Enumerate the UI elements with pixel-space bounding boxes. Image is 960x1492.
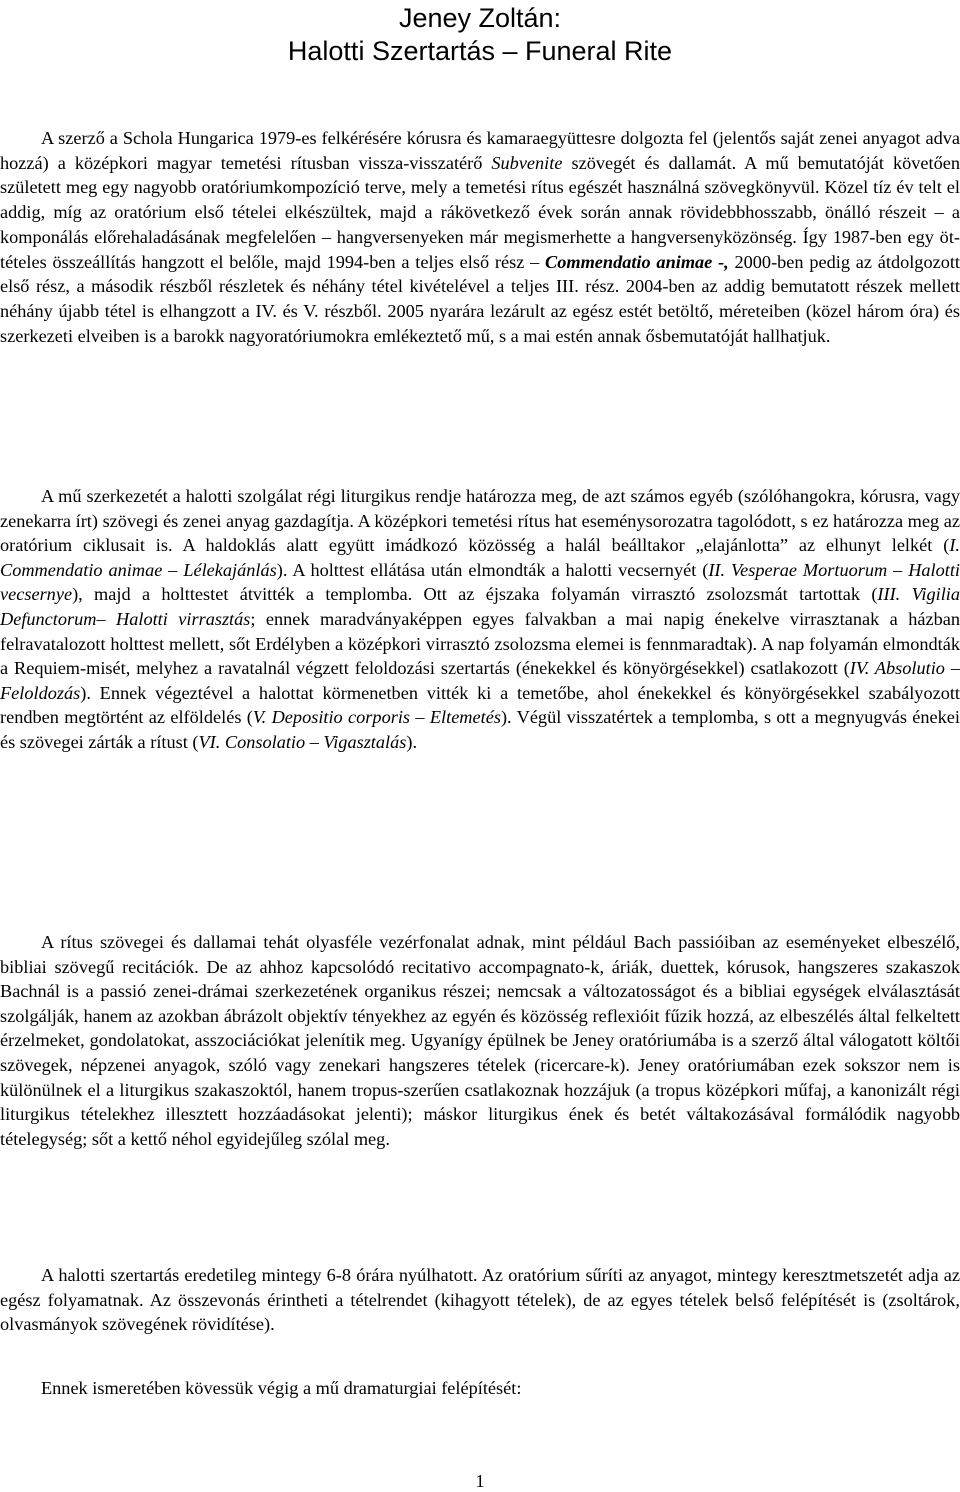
italic-part-5: V. Depositio corporis – Eltemetés	[252, 707, 501, 728]
paragraph-text: szövegét és dallamát. A mű bemutatóját követően született meg egy nagyobb oratóriumkompozíció terve, mely a temetési rítus egészét használná szövegkönyvül. Közel tíz év telt el addig, míg az oratórium első tételei elkészültek, majd a rákövetkező évek során annak rövidebbhosszabb, önálló részeit – a komponálás előrehaladásának megfelelően – hangversenyeken már megismerhette a hangversenyközönség. Így 1987-ben egy öt-tételes összeállítás hangzott el belőle, majd 1994-ben a teljes első rész –	[0, 152, 960, 272]
italic-part-4: IV. Absolutio – Feloldozás	[0, 658, 960, 703]
paragraph-text: ), majd a holttestet átvitték a templomba. Ott az éjszaka folyamán virrasztó zsolozsmát tartottak (	[72, 584, 878, 605]
paragraph-text: 2000-ben pedig az átdolgozott első rész, a második részből részletek és néhány tétel kivételével a teljes III. rész. 2004-ben az addig bemutatott részek mellett néhány újabb tétel is elhangzott a IV. és V. részből. 2005 nyarára lezárult az egész estét betöltő, méreteiben (közel három óra) és szerkezeti elveiben is a barokk nagyoratóriumokra emlékeztető mű, s a mai estén annak ősbemutatóját hallhatjuk.	[0, 251, 960, 346]
paragraph-text: ).	[406, 731, 418, 752]
paragraph-text: A szerző a Schola Hungarica 1979-es felkérésére kórusra és kamaraegyüttesre dolgozta fel (jelentős saját zenei anyagot adva hozzá) a középkori magyar temetési rítusban vissza-visszatérő	[0, 128, 960, 173]
italic-term-subvenite: Subvenite	[491, 152, 563, 173]
bold-italic-term-commendatio: Commendatio animae -,	[545, 251, 729, 272]
italic-part-6: VI. Consolatio – Vigasztalás	[198, 731, 407, 752]
document-title-work: Halotti Szertartás – Funeral Rite	[287, 36, 673, 66]
paragraph-text: A mű szerkezetét a halotti szolgálat régi liturgikus rendje határozza meg, de azt számos egyéb (szólóhangokra, kórusra, vagy zenekarra írt) szövegi és zenei anyag gazdagítja. A középkori temetési rítus hat eseménysorozatra tagolódott, s ez határozza meg az oratórium ciklusait is. A haldoklás alatt együtt imádkozó közösség a halál beálltakor „elajánlotta” az elhunyt lelkét (	[0, 486, 960, 556]
paragraph-text: ). A holttest ellátása után elmondták a halotti vecsernyét (	[276, 559, 709, 580]
paragraph-bach-comparison: A rítus szövegei és dallamai tehát olyasféle vezérfonalat adnak, mint például Bach passióiban az eseményeket elbeszélő, bibliai szövegű recitációk. De az ahhoz kapcsolódó recitativo accompagnato-k, áriák, duettek, kórusok, hangszeres szakaszok Bachnál is a passió zenei-drámai szerkezetének organikus részei; nemcsak a változatosságot és a bibliai egységek elválasztását szolgálják, hanem az azokban ábrázolt objektív tényekhez az egyén és közösség reflexióit fűzik hozzá, az elbeszélés által felkeltett érzelmeket, gondolatokat, asszociációkat jelenítik meg. Ugyanígy épülnek be Jeney oratóriumába is a szerző által válogatott költői szövegek, népzenei anyagok, szóló vagy zenekari hangszeres tételek (ricercare-k). Jeney oratóriumában ezek sokszor nem is különülnek el a liturgikus szakaszoktól, hanem tropus-szerűen csatlakoznak hozzájuk (a tropus középkori műfaj, a kanonizált régi liturgikus tételekhez illesztett hozzáadásokat jelenti); máskor liturgikus ének és betét váltakozásával formálódik nagyobb tételegység; sőt a kettő néhol egyidejűleg szólal meg.	[0, 932, 960, 1149]
document-title-author: Jeney Zoltán:	[398, 3, 562, 33]
italic-part-3: III. Vigilia Defunctorum– Halotti virrasztás	[0, 584, 960, 629]
paragraph-text: ; ennek maradványaképpen egyes falvakban a mai napig énekelve virrasztanak a házban felravatalozott holttest mellett, sőt Erdélyben a középkori virrasztó zsolozsma elemei is fennmaradtak). A nap folyamán elmondták a Requiem-misét, melyhez a ravatalnál végzett feloldozási szertartás (énekekkel és könyörgésekkel) csatlakozott (	[0, 608, 960, 679]
paragraph-closing: Ennek ismeretében kövessük végig a mű dramaturgiai felépítését:	[41, 1378, 522, 1398]
page-number: 1	[475, 1471, 485, 1491]
paragraph-duration: A halotti szertartás eredetileg mintegy 6-8 órára nyúlhatott. Az oratórium sűríti az anyagot, mintegy keresztmetszetét adja az egész folyamatnak. Az összevonás érintheti a tételrendet (kihagyott tételek), de az egyes tételek belső felépítését is (zsoltárok, olvasmányok szövegének rövidítése).	[0, 1265, 960, 1335]
paragraph-history	[0, 126, 960, 348]
italic-part-2: II. Vesperae Mortuorum – Halotti vecsernye	[0, 559, 960, 605]
paragraph-text: ). Végül visszatértek a templomba, s ott a megnyugvás énekei és szövegei zárták a rítust (	[0, 707, 960, 752]
paragraph-text: ). Ennek végeztével a halottat körmenetben vitték ki a temetőbe, ahol énekekkel és könyörgésekkel szabályozott rendben megtörtént az elföldelés (	[0, 682, 960, 728]
paragraph-structure	[0, 484, 960, 755]
italic-part-1: I. Commendatio animae – Lélekajánlás	[0, 535, 960, 580]
